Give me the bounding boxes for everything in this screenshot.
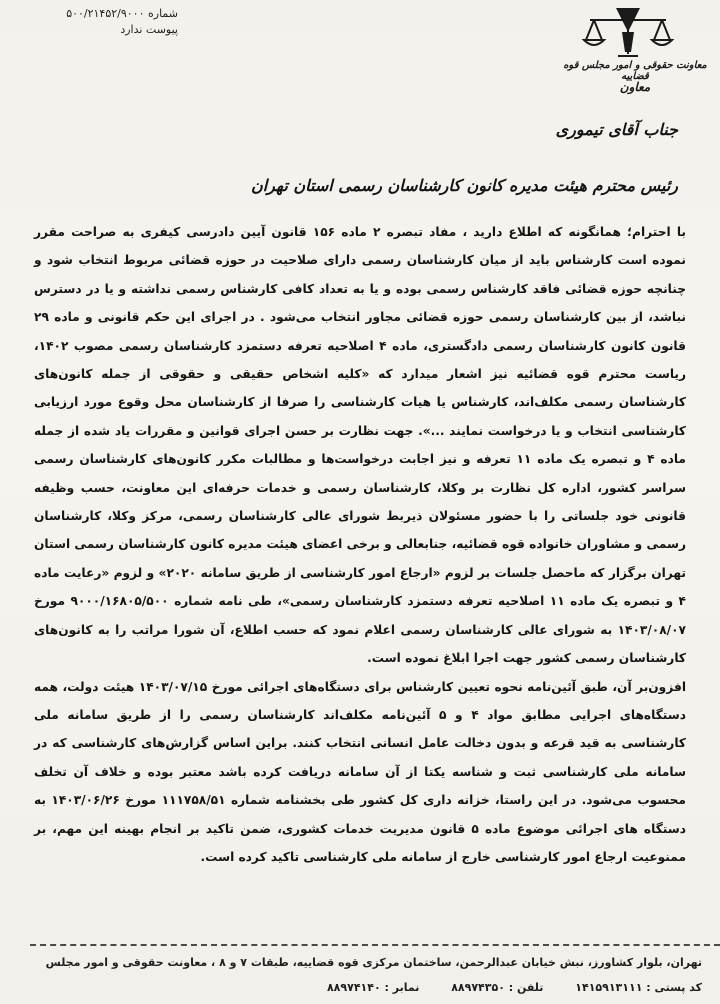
letter-meta <box>18 6 178 38</box>
organization-title: معاون <box>619 80 651 94</box>
footer-divider <box>30 944 720 946</box>
letter-recipient: رئیس محترم هیئت مدیره کانون کارشناسان رسمی استان تهران <box>250 176 678 195</box>
footer-fax: نمابر : ۸۸۹۷۴۱۴۰ <box>326 981 420 994</box>
organization-name: معاونت حقوقی و امور مجلس قوه قضاییه <box>563 60 707 82</box>
footer-contacts <box>2 981 702 994</box>
letter-number: شماره ۵۰۰/۲۱۴۵۲/۹۰۰۰ <box>66 7 178 20</box>
attachment-status: پیوست ندارد <box>120 23 178 36</box>
footer-postal-code: کد پستی : ۱۴۱۵۹۱۳۱۱۱ <box>575 981 702 994</box>
body-paragraph-1: با احترام؛ همانگونه که اطلاع دارید ، مفاد تبصره ۲ ماده ۱۵۶ قانون آیین دادرسی کیفری به صراحت مقرر نموده است کارشناس باید از میان کارشناسان رسمی دارای صلاحیت در حوزه قضائی مربوط انتخاب شود و چنانچه حوزه قضائی فاقد کارشناس رسمی بوده و یا به تعداد کافی کارشناس رسمی نداشته و یا در دسترس نباشد، از بین کارشناسان رسمی حوزه قضائی مجاور انتخاب می‌شود . در اجرای این حکم قانونی و ماده ۲۹ قانون کانون کارشناسان رسمی دادگستری، ماده ۴ اصلاحیه تعرفه دستمزد کارشناسان رسمی مصوب ۱۴۰۲، ریاست محترم قوه قضائیه نیز اشعار میدارد که «کلیه اشخاص حقیقی و حقوقی از جمله کانون‌های کارشناسان رسمی مکلف‌اند، کارشناس یا هیات کارشناسی را صرفا از کارشناسان محل وقوع مورد ارزیابی کارشناسی انتخاب و یا درخواست نمایند ...». جهت نظارت بر حسن اجرای قوانین و مقررات یاد شده از جمله ماده ۴ و تبصره یک ماده ۱۱ تعرفه و نیز اجابت درخواست‌ها و مطالبات مکرر کانون‌های کارشناسان رسمی سراسر کشور، اداره کل نظارت بر وکلا، کارشناسان رسمی و خدمات حرفه‌ای این معاونت، حسب وظیفه قانونی خود جلساتی را با حضور مسئولان ذیربط شورای عالی کارشناسان رسمی، مرکز وکلا، کارشناسان رسمی و مشاوران خانواده قوه قضائیه، جنابعالی و برخی اعضای هیئت مدیره کانون کارشناسان رسمی استان تهران برگزار که ماحصل جلسات بر لزوم «ارجاع امور کارشناسی از طریق سامانه ۲۰۲۰» و لزوم «رعایت ماده ۴ و تبصره یک ماده ۱۱ اصلاحیه تعرفه دستمزد کارشناسان رسمی»، طی نامه شماره ۹۰۰۰/۱۶۸۰۵/۵۰۰ مورخ ۱۴۰۳/۰۸/۰۷ به شورای عالی کارشناسان رسمی اعلام نمود که حسب اطلاع، آن شورا مراتب را به کانون‌های کارشناسان رسمی کشور جهت اجرا ابلاغ نموده است. <box>34 225 687 666</box>
scales-of-justice-icon <box>578 2 678 64</box>
body-paragraph-2: افزون‌بر آن، طبق آئین‌نامه نحوه تعیین کارشناس برای دستگاه‌های اجرائی مورخ ۱۴۰۳/۰۷/۱۵ هیئت دولت، همه دستگاه‌های اجرایی مطابق مواد ۴ و ۵ آئین‌نامه مکلف‌اند کارشناسان رسمی را از طریق سامانه ملی کارشناسی به قید قرعه و بدون دخالت عامل انسانی انتخاب کنند. براین اساس گزارش‌های کارشناسی که در سامانه ملی کارشناسی ثبت و شناسه یکتا از آن سامانه دریافت کرده باشد معتبر بوده و خلاف آن تخلف محسوب می‌شود. در این راستا، خزانه داری کل کشور طی بخشنامه شماره ۱۱۱۷۵۸/۵۱ مورخ ۱۴۰۳/۰۶/۲۶ به دستگاه های اجرائی موضوع ماده ۵ قانون مدیریت خدمات کشوری، ضمن تاکید بر انجام بهینه این مهم، بر ممنوعیت ارجاع امور کارشناسی خارج از سامانه ملی کارشناسی تاکید کرده است. <box>34 679 687 864</box>
letter-body <box>34 218 686 871</box>
footer-phone: تلفن : ۸۸۹۷۴۳۵۰ <box>451 981 544 994</box>
footer-address: تهران، بلوار کشاورز، نبش خیابان عبدالرحمن، ساختمان مرکزی قوه قضاییه، طبقات ۷ و ۸ ، معاونت حقوقی و امور مجلس <box>45 956 702 969</box>
letter-addressee: جناب آقای تیموری <box>555 120 678 139</box>
